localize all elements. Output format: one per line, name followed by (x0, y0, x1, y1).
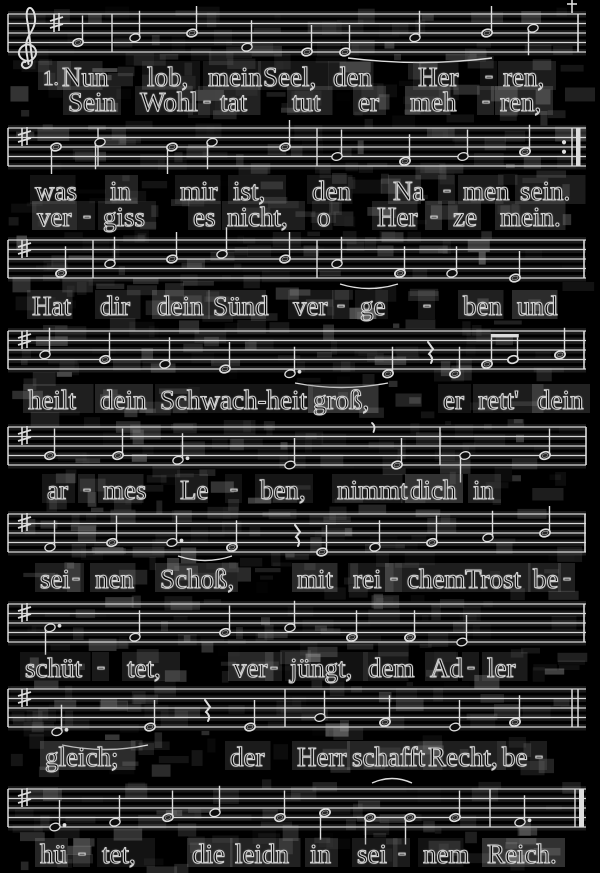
lyric-hyphen: - (563, 565, 571, 591)
lyric-word: und (517, 291, 558, 321)
lyric-word: sei (357, 839, 387, 869)
lyric-word: ben (463, 291, 502, 321)
lyric-word: nicht, (227, 202, 288, 232)
lyric-word: dich (410, 475, 457, 505)
lyric-word: Trost (465, 564, 522, 594)
lyric-hyphen: - (390, 565, 398, 591)
lyric-hyphen: - (443, 177, 451, 203)
lyric-word: nem (423, 839, 470, 869)
lyric-word: er (358, 87, 379, 117)
lyric-word: nimmt (337, 475, 408, 505)
lyric-word: dir (100, 291, 130, 321)
lyric-word: ze (453, 202, 477, 232)
lyric-word: mit (297, 564, 334, 594)
lyric-hyphen: - (430, 203, 438, 229)
lyric-word: be (502, 742, 528, 772)
lyric-word: ren, (500, 87, 542, 117)
lyric-word: dem (368, 653, 415, 683)
lyric-hyphen: - (78, 840, 86, 866)
lyric-word: nen (95, 564, 134, 594)
lyric-word: ver (37, 202, 72, 232)
lyric-word: in (110, 176, 132, 206)
lyric-word: es (193, 202, 216, 232)
lyric-word: be (533, 564, 559, 594)
lyric-word: o (317, 202, 331, 232)
lyric-word: er (443, 385, 464, 415)
lyric-word: ar (47, 475, 68, 505)
lyric-word: ver (233, 653, 268, 683)
lyric-hyphen: - (203, 88, 211, 114)
lyric-word: dein (100, 385, 147, 415)
lyric-word: ver (293, 291, 328, 321)
lyric-word: giss (103, 202, 146, 232)
lyric-word: schüt (25, 653, 82, 683)
lyric-word: Wohl (140, 87, 198, 117)
lyric-word: Her (377, 202, 418, 232)
lyric-word: rei (353, 564, 382, 594)
lyric-hyphen: - (535, 743, 543, 769)
lyric-word: Le (180, 475, 209, 505)
lyric-word: Sein (68, 87, 117, 117)
lyric-hyphen: - (97, 654, 105, 680)
lyric-word: chem (407, 564, 466, 594)
lyric-word: was (35, 176, 77, 206)
lyric-word: heilt (28, 385, 76, 415)
lyric-word: meh (410, 87, 457, 117)
lyric-word: jüngt, (290, 653, 353, 683)
lyric-hyphen: - (485, 63, 493, 89)
lyric-hyphen: - (398, 840, 406, 866)
lyric-word: groß, (313, 385, 370, 415)
lyric-word: Nun (62, 62, 109, 92)
lyric-word: gleich; (45, 742, 119, 772)
lyric-word: hü (40, 839, 67, 869)
lyric-hyphen: - (72, 565, 80, 591)
lyric-word: die (192, 839, 225, 869)
lyric-word: rett' (478, 385, 519, 415)
lyric-word: men (463, 176, 510, 206)
lyric-word: tet, (102, 839, 136, 869)
lyric-word: dein (537, 385, 584, 415)
lyric-word: schafft (352, 742, 425, 772)
lyric-hyphen: - (337, 292, 345, 318)
lyric-word: mein (208, 62, 262, 92)
lyric-word: lob, (147, 62, 189, 92)
lyric-word: tet, (127, 653, 161, 683)
lyric-hyphen: - (83, 476, 91, 502)
lyric-hyphen: - (423, 292, 431, 318)
lyric-word: Ad (430, 653, 463, 683)
lyric-word: mein. (500, 202, 561, 232)
lyric-word: ge (360, 291, 386, 321)
lyric-hyphen: - (482, 88, 490, 114)
lyric-word: den (312, 176, 351, 206)
lyric-word: mir (180, 176, 218, 206)
lyric-word: ler (487, 653, 516, 683)
lyric-word: ben, (260, 475, 306, 505)
lyric-word: leidn (235, 839, 289, 869)
lyric-hyphen: - (467, 654, 475, 680)
lyric-word: in (473, 475, 495, 505)
lyric-word: der (230, 742, 265, 772)
lyric-word: sein. (520, 176, 571, 206)
lyric-word: tut (292, 87, 321, 117)
lyric-word: Reich. (487, 839, 557, 869)
lyric-word: Recht, (428, 742, 498, 772)
lyric-word: ren, (503, 62, 545, 92)
lyric-word: Schwach-heit (160, 385, 307, 415)
lyric-hyphen: - (270, 654, 278, 680)
lyric-word: Hat (32, 291, 71, 321)
lyric-word: ist, (233, 176, 266, 206)
lyric-hyphen: - (230, 476, 238, 502)
lyric-word: mes (103, 475, 147, 505)
lyric-word: Herr (297, 742, 347, 772)
lyric-word: dein (157, 291, 204, 321)
lyric-word: tat (220, 87, 247, 117)
lyric-hyphen: - (83, 203, 91, 229)
verse-number: 1. (43, 66, 59, 90)
lyric-word: in (310, 839, 332, 869)
lyric-word: Schoß, (160, 564, 235, 594)
lyric-word: Seel, (263, 62, 317, 92)
lyric-word: Her (418, 62, 459, 92)
lyric-word: Sünd (213, 291, 269, 321)
lyric-word: Na (393, 176, 425, 206)
lyric-word: sei (40, 564, 70, 594)
lyric-word: den (333, 62, 372, 92)
